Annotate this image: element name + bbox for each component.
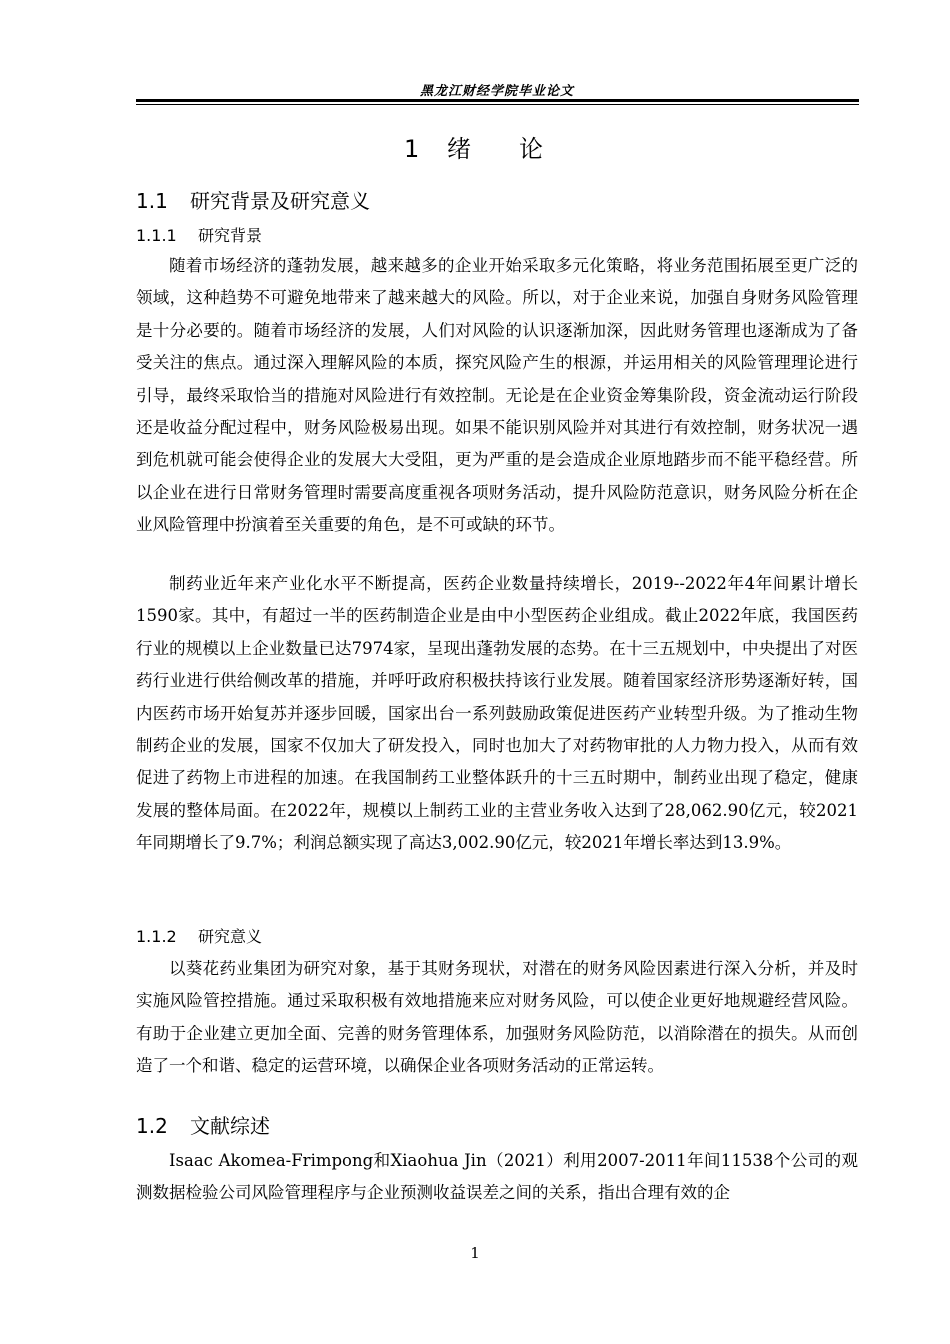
header-rule-thick [136,99,859,102]
section-heading-1-2 [136,1112,270,1140]
subsection-number: 1.1.2 [136,927,177,946]
subsection-title: 研究意义 [198,927,263,946]
subsection-heading-1-1-1 [136,224,262,248]
section-number: 1.2 [136,1114,168,1138]
paragraph-background-1: 随着市场经济的蓬勃发展，越来越多的企业开始采取多元化策略，将业务范围拓展至更广泛的领域，这种趋势不可避免地带来了越来越大的风险。所以，对于企业来说，加强自身财务风险管理是十分必要的。随着市场经济的发展，人们对风险的认识逐渐加深，因此财务管理也逐渐成为了备受关注的焦点。通过深入理解风险的本质，探究风险产生的根源，并运用相关的风险管理理论进行引导，最终采取恰当的措施对风险进行有效控制。无论是在企业资金筹集阶段，资金流动运行阶段还是收益分配过程中，财务风险极易出现。如果不能识别风险并对其进行有效控制，财务状况一遇到危机就可能会使得企业的发展大大受阻，更为严重的是会造成企业原地踏步而不能平稳经营。所以企业在进行日常财务管理时需要高度重视各项财务活动，提升风险防范意识，财务风险分析在企业风险管理中扮演着至关重要的角色，是不可或缺的环节。 [136,256,858,535]
paragraph-background-2: 制药业近年来产业化水平不断提高，医药企业数量持续增长，2019--2022年4年间累计增长1590家。其中，有超过一半的医药制造企业是由中小型医药企业组成。截止2022年底，我国医药行业的规模以上企业数量已达7974家，呈现出蓬勃发展的态势。在十三五规划中，中央提出了对医药行业进行供给侧改革的措施，并呼吁政府积极扶持该行业发展。随着国家经济形势逐渐好转，国内医药市场开始复苏并逐步回暖，国家出台一系列鼓励政策促进医药产业转型升级。为了推动生物制药企业的发展，国家不仅加大了研发投入，同时也加大了对药物审批的人力物力投入，从而有效促进了药物上市进程的加速。在我国制药工业整体跃升的十三五时期中，制药业出现了稳定，健康发展的整体局面。在2022年，规模以上制药工业的主营业务收入达到了28,062.90亿元，较2021年同期增长了9.7%；利润总额实现了高达3,002.90亿元，较2021年增长率达到13.9%。 [136,574,858,853]
section-title: 研究背景及研究意义 [190,189,370,213]
page-number: 1 [470,1244,480,1262]
section-number: 1.1 [136,189,168,213]
running-header: 黑龙江财经学院毕业论文 [419,84,574,99]
section-title: 文献综述 [190,1114,270,1138]
chapter-number: 1 [404,135,420,163]
section-heading-1-1 [136,187,370,215]
header-rule-thin [136,104,859,105]
paragraph-significance: 以葵花药业集团为研究对象，基于其财务现状，对潜在的财务风险因素进行深入分析，并及时实施风险管控措施。通过采取积极有效地措施来应对财务风险，可以使企业更好地规避经营风险。有助于企业建立更加全面、完善的财务管理体系，加强财务风险防范，以消除潜在的损失。从而创造了一个和谐、稳定的运营环境，以确保企业各项财务活动的正常运转。 [136,959,858,1076]
chapter-title [136,133,859,165]
paragraph-literature-1: Isaac Akomea-Frimpong和Xiaohua Jin（2021）利用2007-2011年间11538个公司的观测数据检验公司风险管理程序与企业预测收益误差之间的关系，指出合理有效的企 [136,1151,858,1203]
chapter-title-text: 绪论 [446,135,591,163]
subsection-title: 研究背景 [198,226,263,245]
subsection-number: 1.1.1 [136,226,177,245]
subsection-heading-1-1-2 [136,925,262,949]
